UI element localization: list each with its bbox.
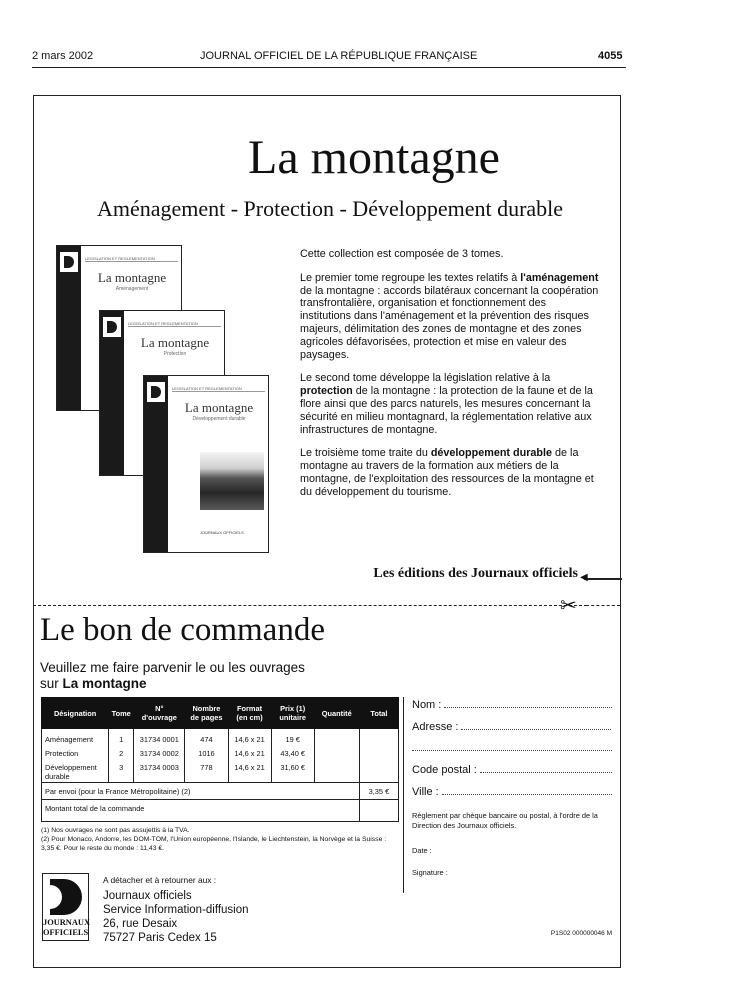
total-label: Montant total de la commande	[42, 800, 360, 822]
header-journal-title: JOURNAL OFFICIEL DE LA RÉPUBLIQUE FRANÇAISE	[200, 50, 478, 62]
shipping-value: 3,35 €	[359, 783, 398, 800]
cell-pages: 1016	[185, 748, 228, 762]
date-field[interactable]: Date :	[412, 846, 432, 855]
jo-logo-icon	[103, 317, 121, 337]
cell-tome: 2	[109, 748, 134, 762]
collection-description	[300, 248, 600, 510]
cell-quantite-input[interactable]	[314, 748, 359, 762]
cell-numero: 31734 0002	[134, 748, 185, 762]
shipping-label: Par envoi (pour la France Métropolitaine) (2)	[42, 783, 360, 800]
cell-designation: Développement durable	[42, 762, 109, 783]
cell-quantite-input[interactable]	[314, 762, 359, 783]
cut-line-right	[586, 605, 620, 606]
return-instruction: A détacher et à retourner aux :	[103, 875, 217, 885]
intro-paragraph: Cette collection est composée de 3 tomes.	[300, 248, 504, 260]
cell-total-input[interactable]	[359, 762, 398, 783]
shipping-row	[42, 783, 399, 800]
cell-format: 14,6 x 21	[228, 762, 271, 783]
cell-numero: 31734 0001	[134, 729, 185, 749]
col-tome: Tome	[109, 698, 134, 729]
cut-line	[33, 605, 587, 606]
cell-format: 14,6 x 21	[228, 748, 271, 762]
adresse-line-2[interactable]	[412, 750, 612, 751]
note-1: (1) Nos ouvrages ne sont pas assujettis à la TVA.	[41, 827, 190, 834]
return-address: Journaux officiels Service Information-diffusion 26, rue Desaix 75727 Paris Cedex 15	[103, 890, 249, 944]
journaux-officiels-logo	[42, 873, 89, 941]
reference-code: P1S02 000000046 M	[550, 930, 612, 937]
book-title: La montagne	[140, 335, 210, 350]
logo-label: JOURNAUX OFFICIELS	[43, 918, 90, 937]
jo-logo-icon	[50, 879, 82, 915]
arrow-tip: ◀	[580, 572, 588, 583]
book-title: La montagne	[97, 270, 167, 285]
tome-2-paragraph: Le second tome développe la législation relative à la protection de la montagne : la protection de la faune et de la flore ainsi que des parcs naturels, les mesures concernant la sécurité en milieu montagnard, la réglementation relative aux infrastructures de montagne.	[300, 372, 593, 436]
cell-prix: 43,40 €	[271, 748, 314, 762]
table-row	[42, 762, 399, 783]
code-postal-field[interactable]: Code postal :	[412, 764, 612, 776]
mountain-photo	[200, 452, 264, 510]
order-request-text: Veuillez me faire parvenir le ou les ouvrages sur La montagne	[40, 660, 305, 691]
book-cover-tome-3	[143, 375, 269, 553]
book-series: LEGISLATION ET REGLEMENTATION	[172, 386, 265, 392]
jo-logo-icon	[60, 252, 78, 272]
arrow-left-icon	[584, 578, 622, 580]
cell-tome: 1	[109, 729, 134, 749]
cell-prix: 31,60 €	[271, 762, 314, 783]
cell-format: 14,6 x 21	[228, 729, 271, 749]
book-subtitle: Protection	[163, 351, 187, 357]
cell-designation: Protection	[42, 748, 109, 762]
col-numero: N° d'ouvrage	[134, 698, 185, 729]
form-separator	[403, 697, 404, 893]
order-notes	[41, 826, 401, 853]
header-rule	[32, 67, 626, 68]
book-series: LEGISLATION ET REGLEMENTATION	[128, 321, 221, 327]
total-amount-input[interactable]	[359, 800, 398, 822]
adresse-field[interactable]: Adresse :	[412, 721, 612, 733]
signature-field[interactable]: Signature :	[412, 868, 448, 877]
nom-field[interactable]: Nom :	[412, 699, 612, 711]
book-publisher: JOURNAUX OFFICIELS	[200, 530, 244, 535]
table-row	[42, 748, 399, 762]
cell-total-input[interactable]	[359, 748, 398, 762]
col-total: Total	[359, 698, 398, 729]
ad-subtitle: Aménagement - Protection - Développement durable	[96, 196, 564, 221]
cell-pages: 474	[185, 729, 228, 749]
ville-field[interactable]: Ville :	[412, 786, 612, 798]
col-prix: Prix (1) unitaire	[271, 698, 314, 729]
cell-prix: 19 €	[271, 729, 314, 749]
col-format: Format (en cm)	[228, 698, 271, 729]
cell-tome: 3	[109, 762, 134, 783]
col-quantite: Quantité	[314, 698, 359, 729]
cell-numero: 31734 0003	[134, 762, 185, 783]
scissors-icon: ✂	[560, 595, 577, 617]
col-designation: Désignation	[42, 698, 109, 729]
cell-designation: Aménagement	[42, 729, 109, 749]
book-spine	[144, 376, 168, 552]
header-date: 2 mars 2002	[32, 50, 94, 62]
col-pages: Nombre de pages	[185, 698, 228, 729]
tome-1-paragraph: Le premier tome regroupe les textes relatifs à l'aménagement de la montagne : accords bilatéraux concernant la coopération transfrontalière, organisation et fonctionnement des institutions dans l'aménagement et la prévention des risques majeurs, délimitation des zones de montagne et des zones agricoles défavorisées, protection et mise en valeur des paysages.	[300, 271, 599, 361]
jo-logo-icon	[147, 382, 165, 402]
header-page-number: 4055	[598, 50, 623, 62]
payment-terms: Règlement par chèque bancaire ou postal, à l'ordre de la Direction des Journaux officiels.	[412, 811, 598, 830]
cell-quantite-input[interactable]	[314, 729, 359, 749]
cell-pages: 778	[185, 762, 228, 783]
book-title: La montagne	[184, 400, 254, 415]
cell-total-input[interactable]	[359, 729, 398, 749]
total-row	[42, 800, 399, 822]
book-series: LEGISLATION ET REGLEMENTATION	[85, 256, 178, 262]
book-subtitle: Aménagement	[115, 286, 149, 292]
order-form-title: Le bon de commande	[40, 612, 325, 648]
editions-signature: Les éditions des Journaux officiels	[373, 566, 578, 581]
table-row	[42, 729, 399, 749]
tome-3-paragraph: Le troisième tome traite du développement durable de la montagne au travers de la formation aux métiers de la montagne, de l'exploitation des ressources de la montagne et du développement du tourisme.	[300, 447, 594, 498]
ad-title: La montagne	[248, 131, 500, 184]
book-subtitle: Développement durable	[192, 416, 246, 422]
order-table-header	[42, 698, 399, 729]
order-table	[41, 697, 399, 822]
note-2: (2) Pour Monaco, Andorre, les DOM-TOM, l'Union européenne, l'Islande, le Liechtenstein, la Norvège et la Suisse : 3,35 €. Pour le reste du monde : 11,43 €.	[41, 836, 387, 852]
